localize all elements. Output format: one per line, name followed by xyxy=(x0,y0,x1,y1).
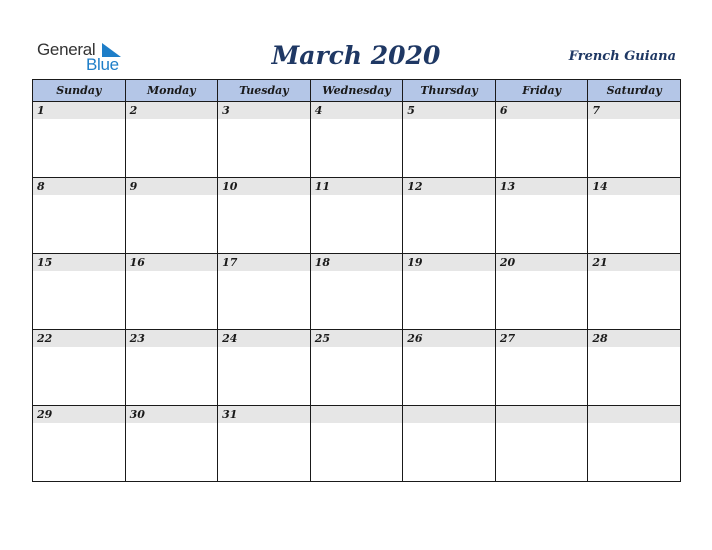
date-number: 13 xyxy=(496,178,588,195)
week-row-2 xyxy=(33,178,681,254)
day-cell xyxy=(588,178,681,254)
date-number: 17 xyxy=(218,254,310,271)
day-cell xyxy=(588,102,681,178)
date-number: 22 xyxy=(33,330,125,347)
weekday-header-tuesday: Tuesday xyxy=(218,80,311,102)
week-row-3 xyxy=(33,254,681,330)
day-cell xyxy=(218,178,311,254)
day-cell xyxy=(403,330,496,406)
day-cell xyxy=(125,406,218,482)
day-cell xyxy=(125,102,218,178)
day-cell xyxy=(310,102,403,178)
calendar-title: March 2020 xyxy=(271,41,441,70)
date-number xyxy=(588,406,680,423)
date-number: 14 xyxy=(588,178,680,195)
day-cell xyxy=(125,254,218,330)
weekday-header-row xyxy=(33,80,681,102)
week-row-5 xyxy=(33,406,681,482)
day-cell xyxy=(495,330,588,406)
weekday-header-monday: Monday xyxy=(125,80,218,102)
day-cell xyxy=(33,102,126,178)
day-cell xyxy=(218,406,311,482)
day-cell xyxy=(403,406,496,482)
day-cell xyxy=(218,330,311,406)
generalblue-logo xyxy=(37,40,137,74)
day-cell xyxy=(588,330,681,406)
date-number: 2 xyxy=(126,102,218,119)
day-cell xyxy=(125,330,218,406)
day-cell xyxy=(218,102,311,178)
day-cell xyxy=(403,178,496,254)
date-number: 5 xyxy=(403,102,495,119)
date-number: 23 xyxy=(126,330,218,347)
weekday-header-sunday: Sunday xyxy=(33,80,126,102)
date-number: 10 xyxy=(218,178,310,195)
logo-text-blue: Blue xyxy=(86,55,119,74)
date-number: 19 xyxy=(403,254,495,271)
weekday-header-saturday: Saturday xyxy=(588,80,681,102)
day-cell xyxy=(495,254,588,330)
date-number xyxy=(311,406,403,423)
week-row-1 xyxy=(33,102,681,178)
day-cell xyxy=(310,178,403,254)
weekday-header-wednesday: Wednesday xyxy=(310,80,403,102)
day-cell xyxy=(33,406,126,482)
day-cell xyxy=(310,406,403,482)
date-number: 27 xyxy=(496,330,588,347)
date-number: 15 xyxy=(33,254,125,271)
day-cell xyxy=(125,178,218,254)
day-cell xyxy=(495,406,588,482)
day-cell xyxy=(495,102,588,178)
day-cell xyxy=(310,330,403,406)
date-number: 4 xyxy=(311,102,403,119)
calendar-grid xyxy=(32,79,681,482)
day-cell xyxy=(33,330,126,406)
date-number: 3 xyxy=(218,102,310,119)
date-number: 25 xyxy=(311,330,403,347)
date-number: 1 xyxy=(33,102,125,119)
date-number: 8 xyxy=(33,178,125,195)
day-cell xyxy=(403,254,496,330)
date-number: 26 xyxy=(403,330,495,347)
date-number: 28 xyxy=(588,330,680,347)
date-number: 20 xyxy=(496,254,588,271)
day-cell xyxy=(310,254,403,330)
date-number: 7 xyxy=(588,102,680,119)
date-number: 18 xyxy=(311,254,403,271)
day-cell xyxy=(588,254,681,330)
date-number: 24 xyxy=(218,330,310,347)
date-number: 16 xyxy=(126,254,218,271)
day-cell xyxy=(218,254,311,330)
date-number xyxy=(403,406,495,423)
weekday-header-friday: Friday xyxy=(495,80,588,102)
logo-text-general: General xyxy=(37,40,96,59)
date-number xyxy=(496,406,588,423)
day-cell xyxy=(588,406,681,482)
date-number: 29 xyxy=(33,406,125,423)
day-cell xyxy=(495,178,588,254)
date-number: 11 xyxy=(311,178,403,195)
week-row-4 xyxy=(33,330,681,406)
date-number: 31 xyxy=(218,406,310,423)
date-number: 6 xyxy=(496,102,588,119)
date-number: 30 xyxy=(126,406,218,423)
day-cell xyxy=(33,178,126,254)
date-number: 9 xyxy=(126,178,218,195)
day-cell xyxy=(403,102,496,178)
region-label: French Guiana xyxy=(568,49,676,64)
date-number: 12 xyxy=(403,178,495,195)
weekday-header-thursday: Thursday xyxy=(403,80,496,102)
date-number: 21 xyxy=(588,254,680,271)
day-cell xyxy=(33,254,126,330)
